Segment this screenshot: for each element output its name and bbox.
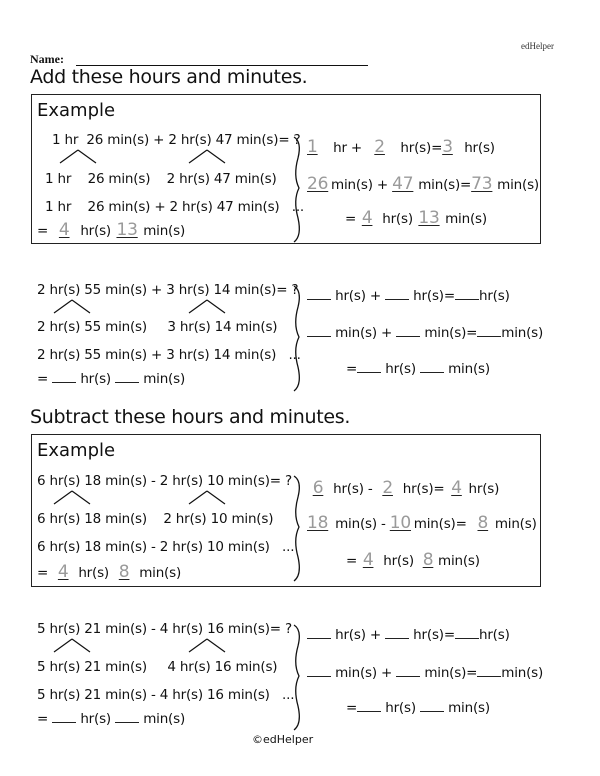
add-ex-line4: = 4 hr(s) 13 min(s) <box>37 220 186 240</box>
sub-prob-r1: hr(s) + hr(s)= hr(s) <box>307 626 510 643</box>
answer-blank[interactable] <box>307 287 331 300</box>
add-ex-line2: 1 hr 26 min(s) 2 hr(s) 47 min(s) <box>45 171 277 187</box>
sub-ex-r1: 6 hr(s) - 2 hr(s)= 4 hr(s) <box>312 478 500 498</box>
answer-blank[interactable] <box>396 324 420 337</box>
split-tree-icon <box>187 299 227 315</box>
add-prob-line2: 2 hr(s) 55 min(s) 3 hr(s) 14 min(s) <box>37 319 278 335</box>
add-ex-line1: 1 hr 26 min(s) + 2 hr(s) 47 min(s)= ? <box>52 132 301 148</box>
hours-answer-blank[interactable] <box>52 370 76 383</box>
sub-ex-r3: = 4 hr(s) 8 min(s) <box>346 550 480 570</box>
add-prob-line4: = hr(s) min(s) <box>37 371 186 387</box>
split-tree-icon <box>52 638 92 654</box>
brace-icon <box>290 624 306 732</box>
minutes-answer-blank[interactable] <box>115 370 139 383</box>
split-tree-icon <box>58 149 98 165</box>
answer-blank[interactable] <box>307 626 331 639</box>
answer-blank[interactable] <box>477 664 501 677</box>
heading-subtract: Subtract these hours and minutes. <box>30 406 351 428</box>
answer-blank[interactable] <box>357 699 381 712</box>
sub-ex-line4: = 4 hr(s) 8 min(s) <box>37 562 182 582</box>
answer-blank[interactable] <box>385 626 409 639</box>
answer-blank[interactable] <box>385 287 409 300</box>
add-prob-line3: 2 hr(s) 55 min(s) + 3 hr(s) 14 min(s) ... <box>37 347 301 363</box>
heading-add: Add these hours and minutes. <box>30 66 308 88</box>
sub-ex-line1: 6 hr(s) 18 min(s) - 2 hr(s) 10 min(s)= ? <box>37 473 292 489</box>
brace-icon <box>290 136 306 244</box>
answer-blank[interactable] <box>396 664 420 677</box>
answer-blank[interactable] <box>307 324 331 337</box>
name-label: Name: <box>30 52 64 66</box>
add-prob-r1: hr(s) + hr(s)= hr(s) <box>307 287 510 304</box>
sub-prob-line3: 5 hr(s) 21 min(s) - 4 hr(s) 16 min(s) ... <box>37 687 295 703</box>
brace-icon <box>290 285 306 393</box>
split-tree-icon <box>187 490 227 506</box>
answer-blank[interactable] <box>357 360 381 373</box>
brand-label: edHelper <box>521 41 554 51</box>
split-tree-icon <box>187 638 227 654</box>
sub-ex-line3: 6 hr(s) 18 min(s) - 2 hr(s) 10 min(s) ... <box>37 539 295 555</box>
answer-blank[interactable] <box>477 324 501 337</box>
sub-ex-line2: 6 hr(s) 18 min(s) 2 hr(s) 10 min(s) <box>37 511 274 527</box>
answer-blank[interactable] <box>455 626 479 639</box>
add-prob-r3: = hr(s) min(s) <box>346 361 490 377</box>
add-ex-r1: 1 hr + 2 hr(s)=3 hr(s) <box>307 137 495 157</box>
answer-blank[interactable] <box>420 360 444 373</box>
answer-blank[interactable] <box>455 287 479 300</box>
sub-prob-r2: min(s) + min(s)= min(s) <box>307 664 543 681</box>
split-tree-icon <box>52 299 92 315</box>
add-prob-r2: min(s) + min(s)= min(s) <box>307 324 543 341</box>
answer-blank[interactable] <box>420 699 444 712</box>
sub-prob-line1: 5 hr(s) 21 min(s) - 4 hr(s) 16 min(s)= ? <box>37 621 292 637</box>
add-ex-line3: 1 hr 26 min(s) + 2 hr(s) 47 min(s) ... <box>45 199 305 215</box>
add-prob-line1: 2 hr(s) 55 min(s) + 3 hr(s) 14 min(s)= ? <box>37 282 299 298</box>
example-title: Example <box>37 440 116 461</box>
footer-brand: ©edHelper <box>252 733 314 746</box>
sub-prob-line4: = hr(s) min(s) <box>37 711 186 727</box>
answer-blank[interactable] <box>307 664 331 677</box>
sub-ex-r2: 18 min(s) - 10 min(s)= 8 min(s) <box>307 513 537 533</box>
split-tree-icon <box>52 490 92 506</box>
example-title: Example <box>37 100 116 121</box>
hours-answer-blank[interactable] <box>52 710 76 723</box>
minutes-answer-blank[interactable] <box>115 710 139 723</box>
sub-prob-r3: = hr(s) min(s) <box>346 700 490 716</box>
split-tree-icon <box>187 149 227 165</box>
sub-prob-line2: 5 hr(s) 21 min(s) 4 hr(s) 16 min(s) <box>37 659 278 675</box>
add-ex-r2: 26 min(s) + 47 min(s)=73 min(s) <box>307 174 539 194</box>
brace-icon <box>290 475 306 583</box>
add-ex-r3: = 4 hr(s) 13 min(s) <box>345 208 487 228</box>
